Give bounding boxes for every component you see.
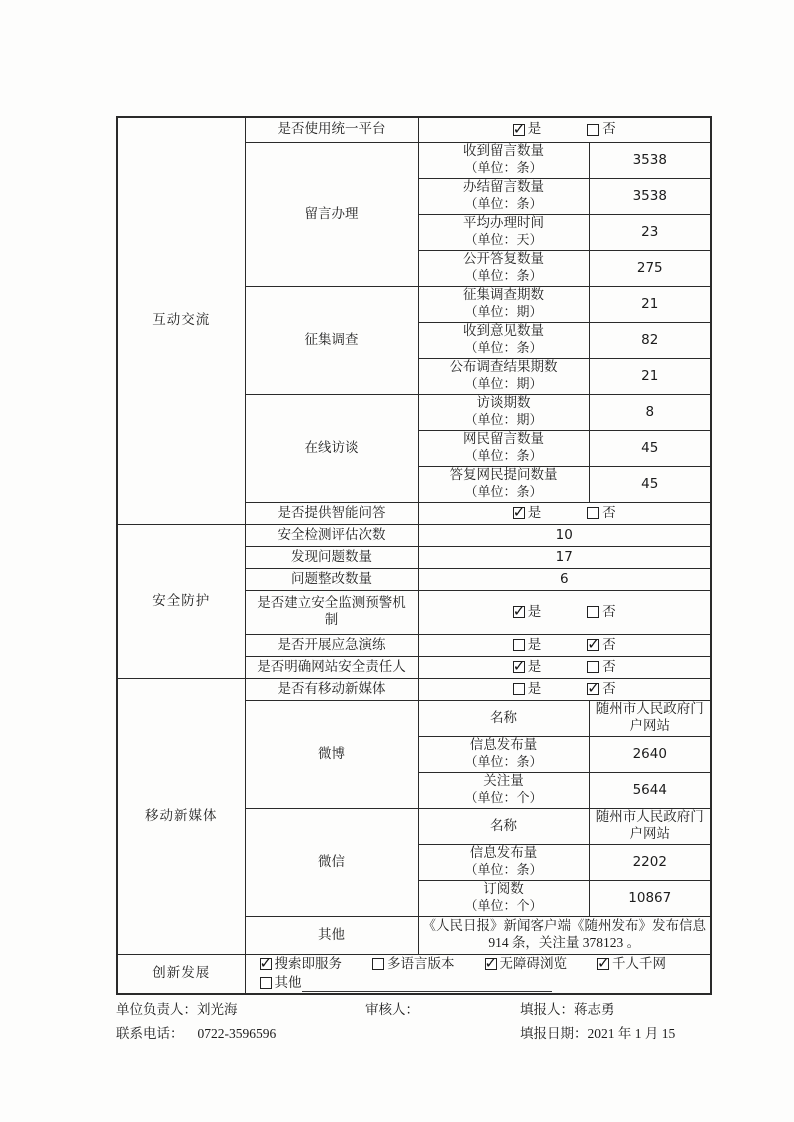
metric-name-cell [418, 322, 589, 358]
metric-name-cell [418, 142, 589, 178]
other-fill-in-blank [302, 980, 552, 992]
checkbox-accessibility-icon [485, 958, 497, 970]
row-label-smart-qa: 是否提供智能问答 [245, 502, 418, 524]
metric-unit: （单位：个） [464, 898, 543, 914]
metric-name: 信息发布量 [469, 845, 538, 861]
metric-name-cell [418, 250, 589, 286]
row-label-emergency-drill: 是否开展应急演练 [245, 634, 418, 656]
metric-name-cell [418, 772, 589, 808]
innovation-other-row [248, 975, 709, 992]
metric-unit: （单位：条） [464, 862, 543, 878]
metric-value: 8 [589, 394, 711, 430]
metric-unit: （单位：期） [464, 376, 543, 392]
description-line1: 《人民日报》新闻客户端《随州发布》发布信息 [422, 918, 706, 934]
label-line2: 制 [324, 612, 339, 627]
yes-no-choice [421, 681, 709, 698]
phone-value: 0722-3596596 [197, 1026, 277, 1041]
yes-label: 是 [527, 504, 542, 520]
checkbox-no-icon [587, 639, 599, 651]
metric-value: 45 [589, 430, 711, 466]
metric-value: 275 [589, 250, 711, 286]
value-line2: 户网站 [629, 826, 670, 841]
metric-value: 23 [589, 214, 711, 250]
metric-unit: （单位：期） [464, 412, 543, 428]
yes-no-choice [421, 637, 709, 654]
metric-unit: （单位：条） [464, 268, 543, 284]
yes-no-choice [421, 505, 709, 522]
metric-name-cell [418, 880, 589, 916]
checkbox-other-icon [260, 977, 272, 989]
row-label-unified-platform: 是否使用统一平台 [245, 117, 418, 142]
metric-name: 征集调查期数 [463, 287, 544, 303]
metric-name-cell [418, 178, 589, 214]
yes-no-choice [421, 121, 709, 138]
checkbox-yes-icon [513, 683, 525, 695]
metric-name: 平均办理时间 [463, 215, 544, 231]
metric-name: 办结留言数量 [463, 179, 544, 195]
phone-label: 联系电话： [116, 1026, 184, 1041]
option-label: 搜索即服务 [274, 955, 342, 971]
date-value: 2021 年 1 月 15 [587, 1026, 676, 1041]
yes-label: 是 [527, 603, 542, 619]
checkbox-search-as-service-icon [260, 958, 272, 970]
metric-name: 答复网民提问数量 [449, 467, 558, 483]
value-line2: 户网站 [629, 718, 670, 733]
no-label: 否 [602, 680, 616, 696]
metric-name: 关注量 [483, 773, 524, 789]
warning-mechanism-answer [418, 590, 711, 634]
yes-label: 是 [527, 680, 542, 696]
metric-name-cell [418, 736, 589, 772]
row-label-problems-found: 发现问题数量 [245, 546, 418, 568]
metric-unit: （单位：条） [464, 160, 543, 176]
checkbox-multilingual-icon [372, 958, 384, 970]
label-line1: 是否建立安全监测预警机 [257, 595, 406, 611]
metric-value: 2640 [589, 736, 711, 772]
metric-unit: （单位：期） [464, 304, 543, 320]
section-label-mobile: 移动新媒体 [117, 678, 245, 954]
weixin-name-label: 名称 [418, 808, 589, 844]
group-label-weibo: 微博 [245, 700, 418, 808]
group-label-survey: 征集调查 [245, 286, 418, 394]
row-label-warning-mechanism [245, 590, 418, 634]
value-line1: 随州市人民政府门 [595, 809, 704, 825]
footer-date [520, 1022, 675, 1042]
metric-value: 3538 [589, 142, 711, 178]
row-label-security-officer: 是否明确网站安全责任人 [245, 656, 418, 678]
footer-filler [520, 998, 615, 1018]
metric-value: 45 [589, 466, 711, 502]
no-label: 否 [602, 603, 616, 619]
innovation-options-row [248, 956, 709, 973]
innovation-options [245, 954, 711, 994]
metric-name: 公布调查结果期数 [449, 359, 558, 375]
metric-name-cell [418, 214, 589, 250]
section-label-innovation: 创新发展 [117, 954, 245, 994]
checkbox-yes-icon [513, 639, 525, 651]
annual-report-table [116, 116, 712, 995]
has-mobile-answer [418, 678, 711, 700]
yes-label: 是 [527, 658, 542, 674]
footer-reviewer [365, 998, 419, 1018]
metric-name: 收到意见数量 [463, 323, 544, 339]
reviewer-label: 审核人： [365, 1002, 419, 1017]
option-label: 多语言版本 [387, 955, 455, 971]
other-media-description [418, 916, 711, 954]
metric-value: 3538 [589, 178, 711, 214]
metric-unit: （单位：条） [464, 196, 543, 212]
metric-unit: （单位：条） [464, 340, 543, 356]
metric-value: 21 [589, 358, 711, 394]
checkbox-yes-icon [513, 661, 525, 673]
metric-unit: （单位：天） [464, 232, 543, 248]
checkbox-personalized-web-icon [597, 958, 609, 970]
no-label: 否 [602, 658, 616, 674]
unified-platform-answer [418, 117, 711, 142]
section-label-interactive: 互动交流 [117, 117, 245, 524]
metric-value: 6 [418, 568, 711, 590]
metric-value: 17 [418, 546, 711, 568]
metric-name-cell [418, 394, 589, 430]
metric-value: 21 [589, 286, 711, 322]
group-label-message-handling: 留言办理 [245, 142, 418, 286]
filler-label: 填报人： [520, 1002, 574, 1017]
unit-head-label: 单位负责人： [116, 1002, 197, 1017]
yes-no-choice [421, 659, 709, 676]
description-line2: 914 条，关注量 378123 。 [488, 935, 641, 950]
metric-name: 网民留言数量 [463, 431, 544, 447]
metric-name-cell [418, 466, 589, 502]
date-label: 填报日期： [520, 1026, 588, 1041]
footer-unit-head [116, 998, 238, 1018]
option-label: 千人千网 [612, 955, 666, 971]
security-officer-answer [418, 656, 711, 678]
filler-value: 蒋志勇 [574, 1002, 615, 1017]
metric-name-cell [418, 430, 589, 466]
weibo-name-value [589, 700, 711, 736]
metric-value: 2202 [589, 844, 711, 880]
smart-qa-answer [418, 502, 711, 524]
option-label: 无障碍浏览 [499, 955, 567, 971]
row-label-has-mobile: 是否有移动新媒体 [245, 678, 418, 700]
yes-no-choice [421, 604, 709, 621]
row-label-problems-fixed: 问题整改数量 [245, 568, 418, 590]
checkbox-no-icon [587, 683, 599, 695]
no-label: 否 [602, 121, 616, 137]
weibo-name-label: 名称 [418, 700, 589, 736]
checkbox-no-icon [587, 661, 599, 673]
metric-value: 10867 [589, 880, 711, 916]
metric-name: 公开答复数量 [463, 251, 544, 267]
checkbox-no-icon [587, 124, 599, 136]
metric-unit: （单位：条） [464, 484, 543, 500]
metric-name: 收到留言数量 [463, 143, 544, 159]
metric-value: 10 [418, 524, 711, 546]
metric-name: 信息发布量 [469, 737, 538, 753]
unit-head-value: 刘光海 [197, 1002, 238, 1017]
emergency-drill-answer [418, 634, 711, 656]
metric-name: 访谈期数 [476, 395, 531, 411]
metric-unit: （单位：条） [464, 448, 543, 464]
group-label-weixin: 微信 [245, 808, 418, 916]
metric-name-cell [418, 844, 589, 880]
value-line1: 随州市人民政府门 [595, 701, 704, 717]
checkbox-yes-icon [513, 507, 525, 519]
metric-name-cell [418, 286, 589, 322]
row-label-security-checks: 安全检测评估次数 [245, 524, 418, 546]
metric-unit: （单位：个） [464, 790, 543, 806]
option-label: 其他 [274, 974, 302, 990]
checkbox-no-icon [587, 606, 599, 618]
metric-name: 订阅数 [483, 881, 524, 897]
checkbox-no-icon [587, 507, 599, 519]
footer-phone [116, 1022, 276, 1042]
metric-name-cell [418, 358, 589, 394]
no-label: 否 [602, 504, 616, 520]
section-label-security: 安全防护 [117, 524, 245, 678]
weixin-name-value [589, 808, 711, 844]
checkbox-yes-icon [513, 124, 525, 136]
yes-label: 是 [527, 636, 542, 652]
metric-unit: （单位：条） [464, 754, 543, 770]
group-label-interview: 在线访谈 [245, 394, 418, 502]
metric-value: 5644 [589, 772, 711, 808]
group-label-other-media: 其他 [245, 916, 418, 954]
checkbox-yes-icon [513, 606, 525, 618]
no-label: 否 [602, 636, 616, 652]
metric-value: 82 [589, 322, 711, 358]
yes-label: 是 [527, 121, 542, 137]
